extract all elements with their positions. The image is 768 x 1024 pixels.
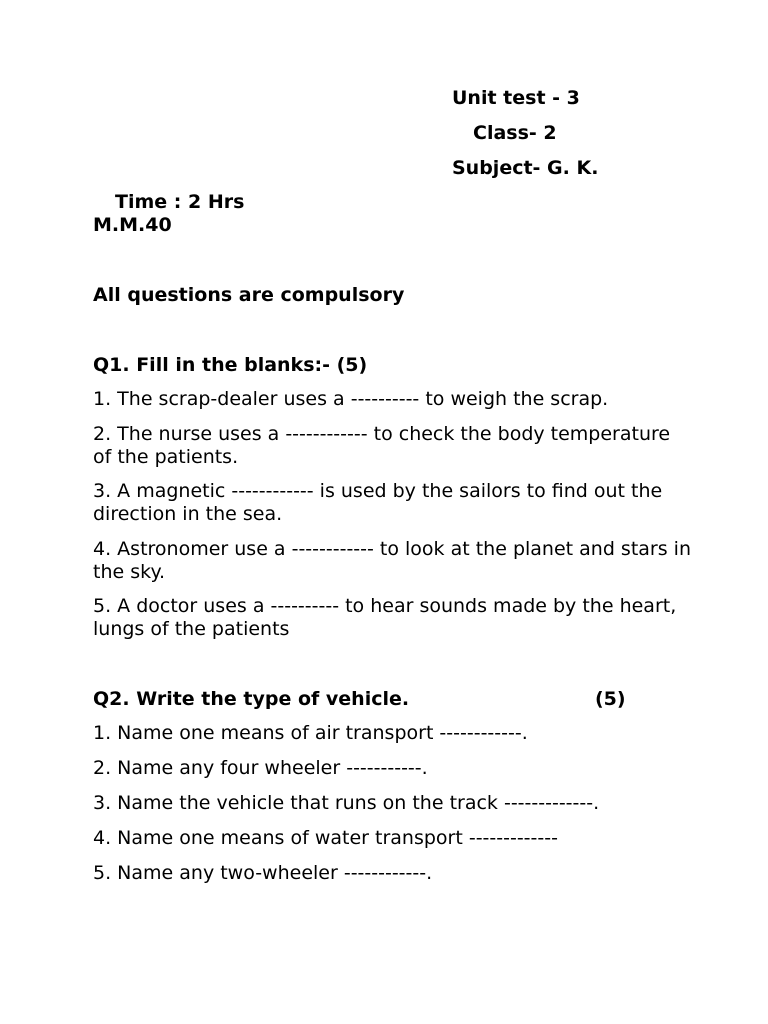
- unit-test-title: Unit test - 3: [452, 87, 580, 109]
- time-label: Time : 2 Hrs: [115, 191, 245, 213]
- q2-title: Q2. Write the type of vehicle.: [93, 688, 410, 710]
- q2-item-4: 4. Name one means of water transport -------------: [93, 827, 558, 849]
- q2-item-2: 2. Name any four wheeler -----------.: [93, 757, 428, 779]
- q2-item-5: 5. Name any two-wheeler ------------.: [93, 862, 433, 884]
- q1-title: Q1. Fill in the blanks:- (5): [93, 354, 368, 376]
- q2-item-3: 3. Name the vehicle that runs on the track -------------.: [93, 792, 600, 814]
- q1-item-2: 2. The nurse uses a ------------ to check the body temperature of the patients.: [93, 423, 671, 468]
- max-marks-label: M.M.40: [93, 214, 172, 236]
- q1-item-4: 4. Astronomer use a ------------ to look at the planet and stars in the sky.: [93, 538, 691, 583]
- q2-marks: (5): [595, 688, 626, 710]
- q1-item-1: 1. The scrap-dealer uses a ---------- to weigh the scrap.: [93, 388, 609, 410]
- instructions: All questions are compulsory: [93, 284, 405, 306]
- subject-label: Subject- G. K.: [452, 157, 599, 179]
- class-label: Class- 2: [473, 122, 557, 144]
- q2-item-1: 1. Name one means of air transport ------------.: [93, 722, 528, 744]
- q1-item-3: 3. A magnetic ------------ is used by the sailors to find out the direction in the sea.: [93, 480, 663, 525]
- q1-item-5: 5. A doctor uses a ---------- to hear sounds made by the heart, lungs of the patients: [93, 595, 677, 640]
